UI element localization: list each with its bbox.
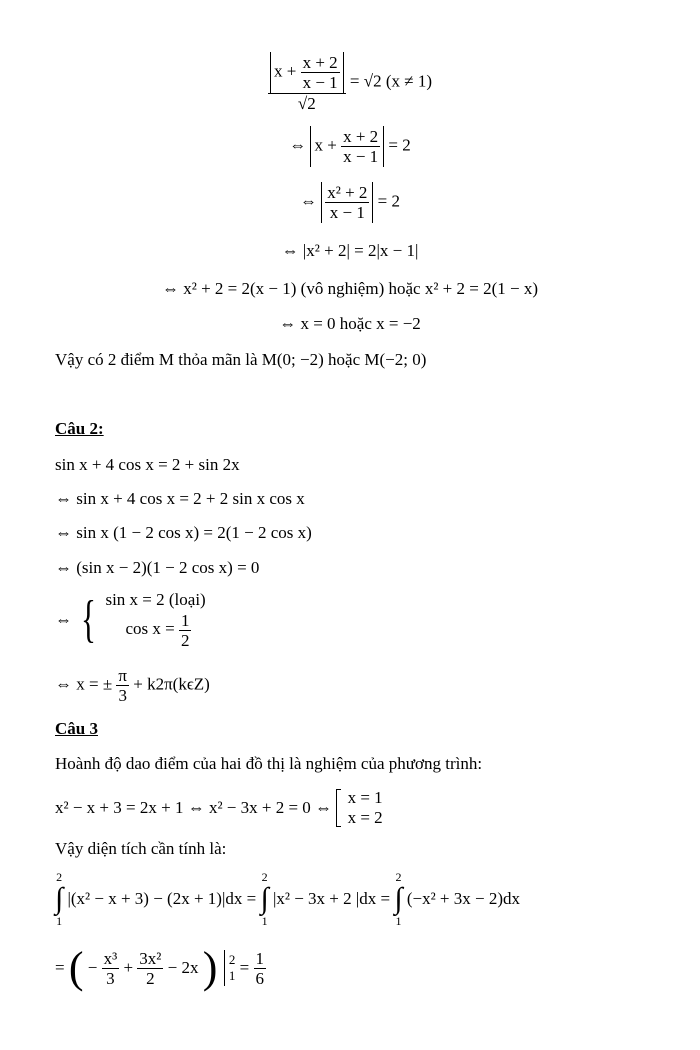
cau3-intro: Hoành độ dao điểm của hai đồ thị là nghiệm của phương trình: — [55, 754, 483, 773]
cau3-area-intro: Vậy diện tích cần tính là: — [55, 839, 227, 858]
heading-cau-3: Câu 3 — [55, 719, 98, 738]
cau2-line-1: sin x + 4 cos x = 2 + sin 2x — [55, 455, 240, 474]
bracket-icon — [336, 789, 341, 827]
cau3-result: = ( − $\frac{\text{x³}}{3}$ + $\frac{\text{3x²}}{2}$ − 2x ) 2 1 = $\frac{1}{6}$ — [55, 943, 264, 992]
cau2-line-2: ⇔ sin x + 4 cos x = 2 + 2 sin x cos x — [55, 489, 305, 508]
integral-sign-3: 2 ∫ 1 — [394, 870, 403, 928]
distance-fraction: x + $\frac{x + 2}{x - 1}$ √2 — [268, 52, 346, 113]
cau3-integrals: 2 ∫ 1 |(x² − x + 3) − (2x + 1)|dx = 2 ∫ 1 |x² − 3x + 2 |dx = 2 ∫ 1 (−x² + 3x − 2)dx — [55, 870, 521, 928]
equation-step-3: ⇔ $\frac{\text{x² + 2}}{x - 1}$ = 2 — [299, 183, 401, 222]
cau2-line-3: ⇔ sin x (1 − 2 cos x) = 2(1 − 2 cos x) — [55, 523, 312, 542]
equation-step-5: ⇔ x² + 2 = 2(x − 1) (vô nghiệm) hoặc x² + 2 = 2(1 − x) — [161, 279, 539, 298]
conclusion-text: Vậy có 2 điểm M thỏa mãn là M(0; −2) hoặc M(−2; 0) — [55, 350, 427, 369]
cau2-line-4: ⇔ (sin x − 2)(1 − 2 cos x) = 0 — [55, 558, 260, 577]
equation-rhs: = √2 (x ≠ 1) — [349, 71, 432, 91]
integral-sign-2: 2 ∫ 1 — [260, 870, 269, 928]
integral-sign-1: 2 ∫ 1 — [55, 870, 64, 928]
cau2-solution: ⇔ x = ± $\frac{\pi}{3}$ + k2π(kϵZ) — [55, 666, 210, 705]
equation-step-6: ⇔ x = 0 hoặc x = −2 — [279, 314, 421, 333]
equation-step-2: ⇔ x + $\frac{x + 2}{x - 1}$ = 2 — [289, 127, 411, 166]
cau3-equation: x² − x + 3 = 2x + 1 ⇔ x² − 3x + 2 = 0 ⇔ x = 1 x = 2 — [55, 788, 383, 827]
equation-distance — [0, 52, 700, 113]
cau2-system: ⇔ { sin x = 2 (loại) cos x = $\frac{1}{2}$ — [55, 590, 206, 650]
brace-icon: { — [81, 590, 97, 648]
evaluation-bar — [224, 950, 225, 986]
equation-step-4: ⇔ |x² + 2| = 2|x − 1| — [281, 241, 419, 260]
heading-cau-2: Câu 2: — [55, 419, 104, 438]
